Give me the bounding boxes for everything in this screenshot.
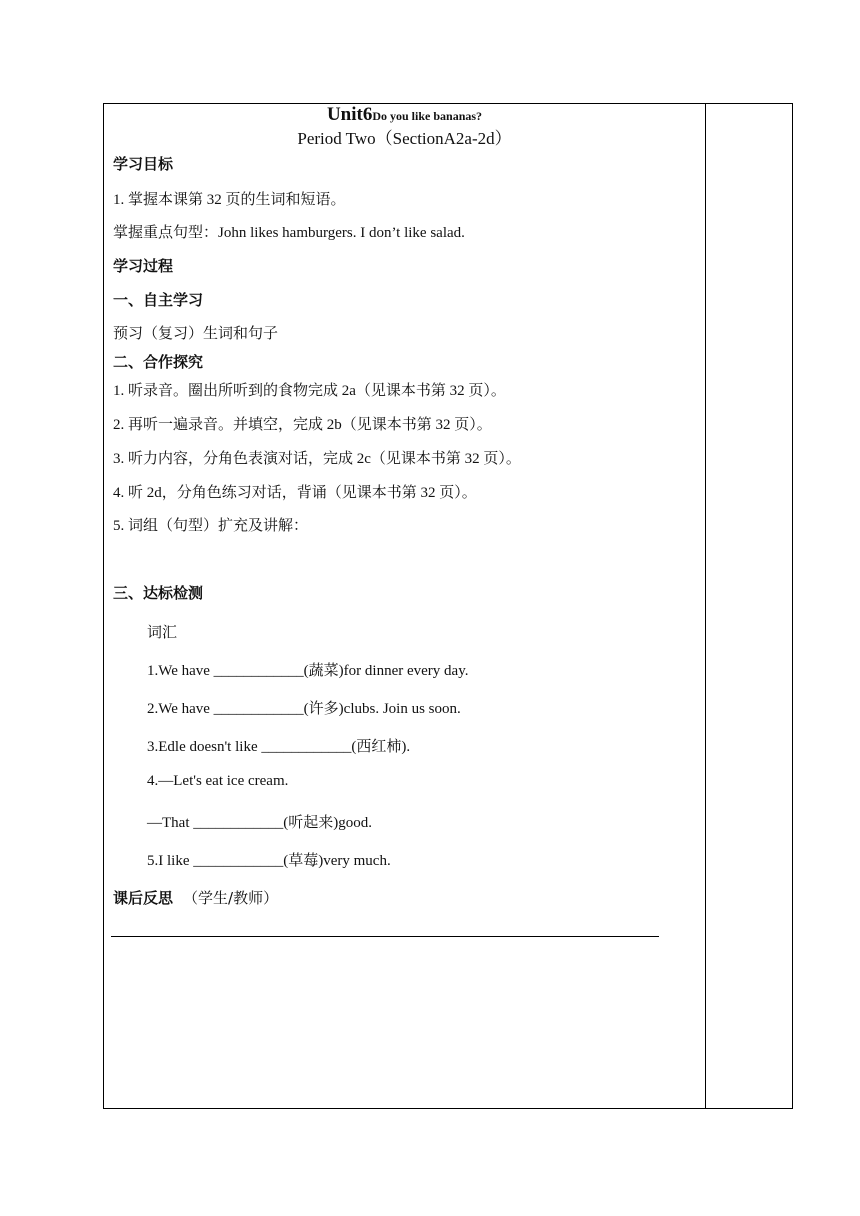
vocab-label: 词汇 <box>147 625 178 641</box>
coop-item-4: 4. 听 2d，分角色练习对话，背诵（见课本书第 32 页）。 <box>113 485 477 501</box>
reflection-note: （学生/教师） <box>183 889 279 907</box>
self-study-heading: 一、自主学习 <box>113 291 204 309</box>
goal-item-1: 1. 掌握本课第 32 页的生词和短语。 <box>113 192 346 208</box>
check-heading: 三、达标检测 <box>113 584 204 602</box>
main-column <box>104 104 705 1108</box>
coop-item-2: 2. 再听一遍录音。并填空，完成 2b（见课本书第 32 页）。 <box>113 417 492 433</box>
exercise-item-4: 4.—Let's eat ice cream. <box>147 773 289 789</box>
unit-number: Unit6 <box>326 104 373 125</box>
unit-title <box>104 104 705 126</box>
reflection-heading <box>113 887 278 908</box>
exercise-item-2: 2.We have ____________(许多)clubs. Join us soon. <box>147 701 461 717</box>
coop-item-1: 1. 听录音。圈出所听到的食物完成 2a（见课本书第 32 页）。 <box>113 383 506 399</box>
coop-heading: 二、合作探究 <box>113 353 204 371</box>
exercise-item-3: 3.Edle doesn't like ____________(西红柿). <box>147 739 411 755</box>
reflection-title: 课后反思 <box>113 889 174 907</box>
goals-heading: 学习目标 <box>113 155 174 173</box>
period-subtitle: Period Two（SectionA2a-2d） <box>297 129 512 148</box>
unit-question: Do you like bananas? <box>372 109 483 123</box>
self-study-text: 预习（复习）生词和句子 <box>113 326 279 342</box>
reflection-answer-line <box>111 936 659 937</box>
coop-item-3: 3. 听力内容，分角色表演对话，完成 2c（见课本书第 32 页）。 <box>113 451 521 467</box>
column-divider <box>705 104 706 1108</box>
exercise-item-5: 5.I like ____________(草莓)very much. <box>147 853 391 869</box>
goal-item-2: 掌握重点句型：John likes hamburgers. I don’t like salad. <box>113 225 465 241</box>
lesson-sheet <box>103 103 793 1109</box>
coop-item-5: 5. 词组（句型）扩充及讲解： <box>113 518 309 534</box>
process-heading: 学习过程 <box>113 257 174 275</box>
exercise-item-1: 1.We have ____________(蔬菜)for dinner every day. <box>147 663 469 679</box>
exercise-item-4-reply: —That ____________(听起来)good. <box>147 815 372 831</box>
